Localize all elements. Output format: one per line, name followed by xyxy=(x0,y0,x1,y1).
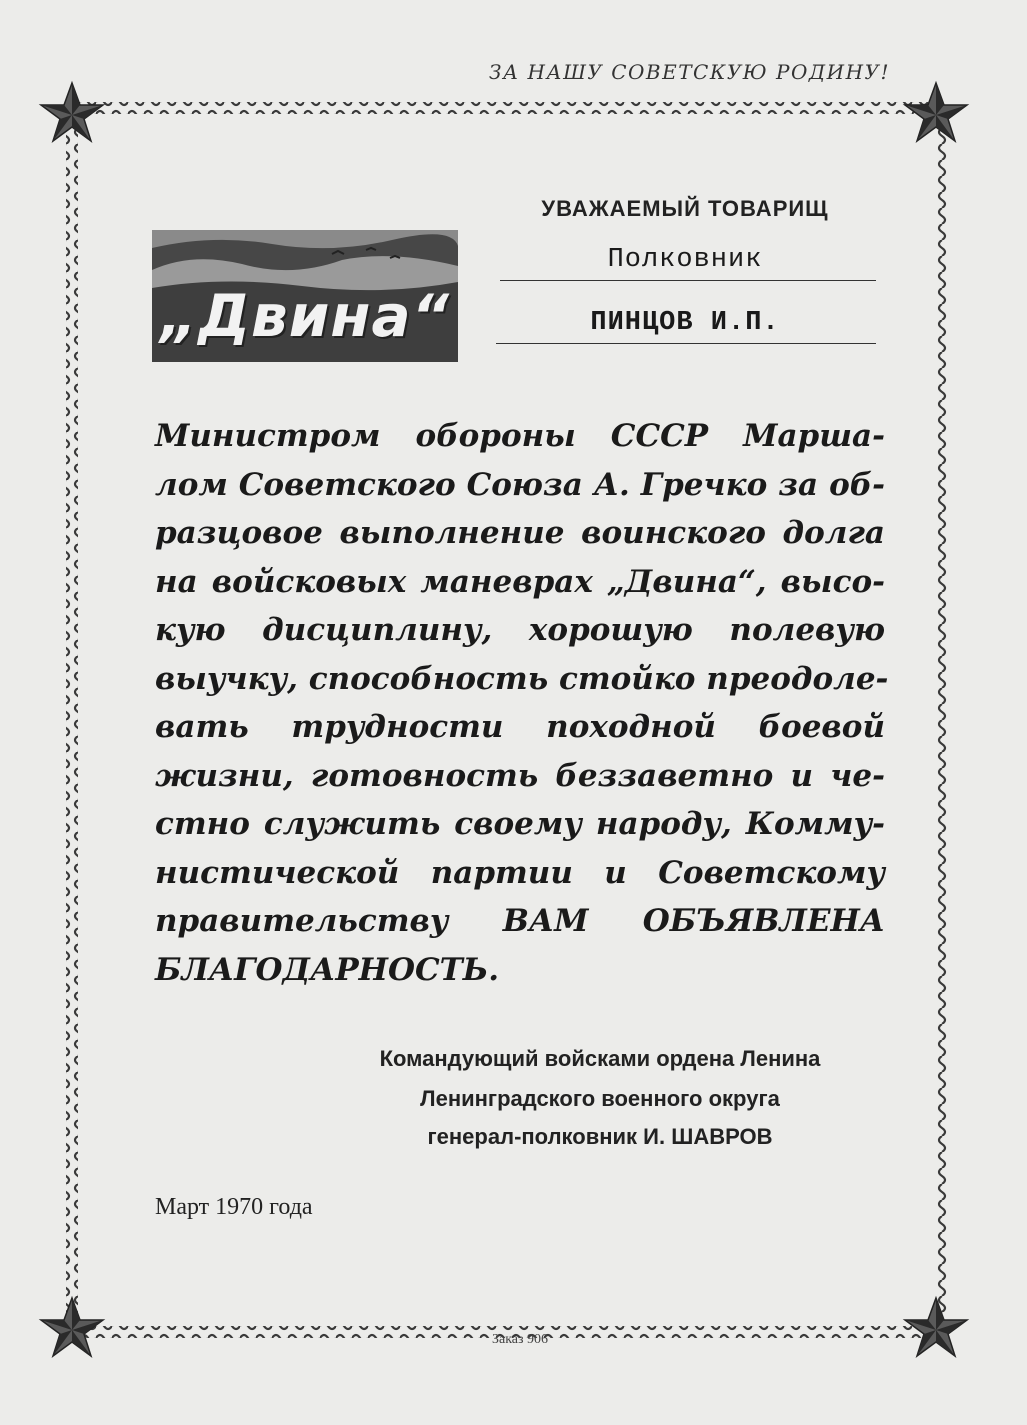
document-date: Март 1970 года xyxy=(155,1194,313,1220)
signature-line-1: Командующий войсками ордена Ленина xyxy=(379,1046,821,1071)
body-line: вать трудности походной боевой xyxy=(155,709,885,745)
body-line: выучку, способность стойко преодоле- xyxy=(155,660,889,697)
commendation-text xyxy=(155,412,889,994)
rank-underline xyxy=(500,280,876,281)
body-line: лом Советского Союза А. Гречко за об- xyxy=(155,466,885,503)
motto: ЗА НАШУ СОВЕТСКУЮ РОДИНУ! xyxy=(489,60,890,84)
body-line: правительству ВАМ ОБЪЯВЛЕНА xyxy=(155,903,885,939)
signature-line-3: генерал-полковник И. ШАВРОВ xyxy=(427,1124,773,1149)
recipient-rank: Полковник xyxy=(607,245,763,275)
logo-text: „Двина“ xyxy=(160,282,450,350)
body-line: Министром обороны СССР Марша- xyxy=(155,418,885,454)
body-line: БЛАГОДАРНОСТЬ. xyxy=(155,951,500,988)
order-number: Заказ 906 xyxy=(491,1332,549,1347)
dvina-logo xyxy=(152,230,458,362)
body-line: на войсковых маневрах „Двина“, высо- xyxy=(155,563,885,600)
star-icon xyxy=(905,1298,967,1356)
name-underline xyxy=(496,343,876,344)
body-line: кую дисциплину, хорошую полевую xyxy=(155,612,885,648)
body-line: разцовое выполнение воинского долга xyxy=(155,515,885,551)
body-line: нистической партии и Советскому xyxy=(155,854,885,891)
greeting: УВАЖАЕМЫЙ ТОВАРИЩ xyxy=(541,196,829,221)
signature-line-2: Ленинградского военного округа xyxy=(420,1086,780,1111)
recipient-name: ПИНЦОВ И.П. xyxy=(590,308,780,338)
body-line: жизни, готовность беззаветно и че- xyxy=(155,757,885,794)
star-icon xyxy=(41,1298,103,1356)
body-line: стно служить своему народу, Комму- xyxy=(155,806,885,842)
